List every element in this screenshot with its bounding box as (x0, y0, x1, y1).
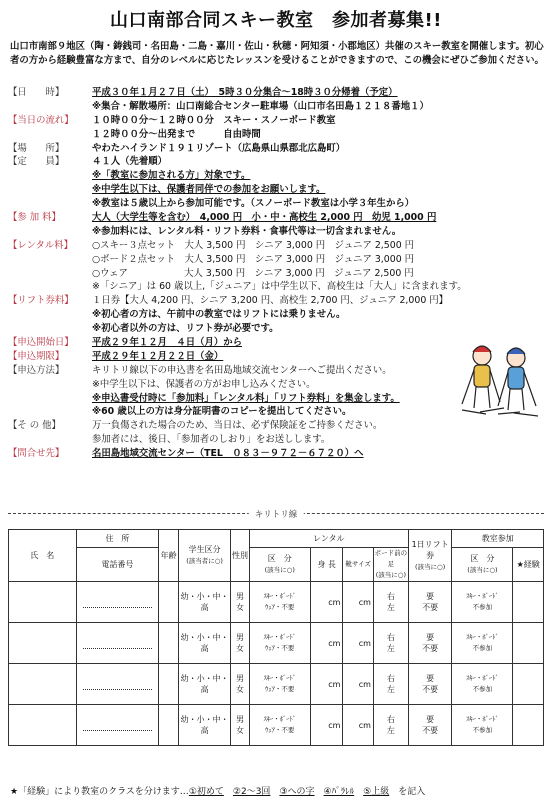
info-value: １０時００分～１２時００分 スキー・スノーボード教室 (92, 114, 336, 126)
info-value: ※中学生以下は、保護者の方がお申し込みください。 (92, 378, 316, 390)
rental-kubun-cell[interactable]: ｽｷｰ・ﾎﾞｰﾄﾞ ｳｪｱ・不要 (249, 664, 310, 705)
info-label (8, 128, 92, 142)
board-header: ボード前の足 (該当に○) (373, 548, 408, 582)
shoe-cell[interactable]: cm (343, 623, 374, 664)
info-label: 【参 加 料】 (8, 212, 61, 224)
address-phone-cell[interactable] (76, 664, 159, 705)
board-foot-cell[interactable]: 右 左 (373, 705, 408, 746)
name-cell[interactable] (9, 705, 77, 746)
info-value: ※申込書受付時に「参加料」「レンタル料」「リフト券料」を集金します。 (92, 392, 400, 404)
info-label: 【場 所】 (8, 142, 65, 154)
info-label (8, 183, 92, 197)
board-foot-cell[interactable]: 右 左 (373, 623, 408, 664)
sex-cell[interactable]: 男 女 (231, 582, 250, 623)
sex-cell[interactable]: 男 女 (231, 623, 250, 664)
shoe-cell[interactable]: cm (343, 705, 374, 746)
info-label: 【申込開始日】 (8, 337, 74, 349)
info-value: ※初心者の方は、午前中の教室ではリフトには乗りません。 (92, 309, 346, 321)
info-label (8, 433, 92, 447)
lift-cell[interactable]: 要 不要 (408, 623, 452, 664)
info-row (8, 267, 548, 281)
experience-cell[interactable] (513, 705, 544, 746)
lift-cell[interactable]: 要 不要 (408, 664, 452, 705)
sex-cell[interactable]: 男 女 (231, 705, 250, 746)
address-phone-cell[interactable] (76, 582, 159, 623)
form-entry-row (9, 705, 544, 746)
sex-cell[interactable]: 男 女 (231, 664, 250, 705)
info-value: ○ボード２点セット 大人 3,500 円 シニア 3,000 円 ジュニア 3,000 円 (92, 253, 415, 265)
grade-header: 学生区分 (該当者に○) (178, 530, 230, 582)
rental-header: レンタル (249, 530, 408, 548)
info-value: ※集合・解散場所：山口南総合センター駐車場（山口市名田島１２１８番地１） (92, 100, 429, 112)
info-label: 【そ の 他】 (8, 420, 61, 432)
info-row (8, 155, 548, 169)
info-label: 【申込方法】 (8, 364, 65, 376)
lift-cell[interactable]: 要 不要 (408, 705, 452, 746)
info-row (8, 294, 548, 308)
name-header: 氏 名 (9, 530, 77, 582)
height-cell[interactable]: cm (310, 623, 343, 664)
info-value: 名田島地域交流センター（TEL ０８３－９７２－６７２０）へ (92, 448, 364, 460)
info-label (8, 308, 92, 322)
info-value: 万一負傷された場合のため、当日は、必ず保険証をご持参ください。 (92, 420, 383, 432)
form-entry-row (9, 664, 544, 705)
page-title: 山口南部合同スキー教室 参加者募集!! (110, 10, 442, 31)
cut-line-label: キリトリ線 (249, 508, 304, 520)
info-label (8, 280, 92, 294)
info-value: やわたハイランド１９１リゾート（広島県山県郡北広島町） (92, 142, 346, 154)
grade-cell[interactable]: 幼・小・中・高 (178, 705, 230, 746)
info-row (8, 280, 548, 294)
class-header: 教室参加 (452, 530, 544, 548)
info-label (8, 392, 92, 406)
address-phone-cell[interactable] (76, 623, 159, 664)
info-row (8, 183, 548, 197)
rental-kubun-cell[interactable]: ｽｷｰ・ﾎﾞｰﾄﾞ ｳｪｱ・不要 (249, 705, 310, 746)
age-cell[interactable] (159, 705, 179, 746)
info-row (8, 211, 548, 225)
form-entry-row (9, 623, 544, 664)
info-row (8, 253, 548, 267)
age-cell[interactable] (159, 664, 179, 705)
board-foot-cell[interactable]: 右 左 (373, 664, 408, 705)
info-value: ４１人（先着順） (92, 156, 168, 168)
info-label: 【レンタル料】 (8, 239, 74, 251)
info-label: 【定 員】 (8, 156, 65, 168)
grade-cell[interactable]: 幼・小・中・高 (178, 623, 230, 664)
skiing-children-illustration (452, 336, 544, 422)
rental-kubun-cell[interactable]: ｽｷｰ・ﾎﾞｰﾄﾞ ｳｪｱ・不要 (249, 582, 310, 623)
name-cell[interactable] (9, 664, 77, 705)
info-label: 【日 時】 (8, 87, 65, 98)
info-value: ※「シニア」は 60 歳以上,「ジュニア」は中学生以下、高校生は「大人」に含まれます。 (92, 281, 467, 293)
info-value: キリトリ線以下の申込書を名田島地域交流センターへご提出ください。 (92, 364, 392, 376)
footer-note: ★「経験」により教室のクラスを分けます…①初めて ②2～3回 ③への字 ④ﾊﾟﾗﾚﾙ ⑤上級 を記入 (10, 787, 426, 797)
info-row (8, 86, 548, 100)
info-label (8, 197, 92, 211)
info-label (8, 253, 92, 267)
info-label (8, 100, 92, 114)
age-header: 年齢 (159, 530, 179, 582)
info-row (8, 100, 548, 114)
info-label: 【問合せ先】 (8, 448, 65, 460)
experience-cell[interactable] (513, 664, 544, 705)
cut-line (8, 510, 544, 523)
info-row (8, 128, 548, 142)
address-phone-cell[interactable] (76, 705, 159, 746)
info-label (8, 322, 92, 336)
age-cell[interactable] (159, 582, 179, 623)
info-row (8, 322, 548, 336)
info-value: 平成３０年１月２７日（土） 5時３０分集合～18時３０分帰着（予定） (92, 87, 398, 98)
grade-cell[interactable]: 幼・小・中・高 (178, 582, 230, 623)
height-cell[interactable]: cm (310, 582, 343, 623)
class-kubun-cell[interactable]: ｽｷｰ・ﾎﾞｰﾄﾞ 不参加 (452, 664, 513, 705)
experience-header: ★経験 (513, 548, 544, 582)
info-label (8, 169, 92, 183)
application-form (8, 529, 544, 746)
address-header: 住 所 (76, 530, 159, 548)
info-label: 【当日の流れ】 (8, 114, 74, 126)
info-label: 【リフト券料】 (8, 295, 74, 307)
lift-header: 1日リフト券 (該当に○) (408, 530, 452, 582)
height-cell[interactable]: cm (310, 664, 343, 705)
info-row (8, 142, 548, 156)
height-cell[interactable]: cm (310, 705, 343, 746)
class-kubun-cell[interactable]: ｽｷｰ・ﾎﾞｰﾄﾞ 不参加 (452, 582, 513, 623)
info-label (8, 225, 92, 239)
name-cell[interactable] (9, 623, 77, 664)
sex-header: 性別 (231, 530, 250, 582)
info-value: ○スキー３点セット 大人 3,500 円 シニア 3,000 円 ジュニア 2,500 円 (92, 239, 415, 251)
shoe-header: 靴サイズ (343, 548, 374, 582)
info-label (8, 378, 92, 392)
info-row (8, 308, 548, 322)
grade-cell[interactable]: 幼・小・中・高 (178, 664, 230, 705)
info-value: 平成２９年１２月 ４日（月）から (92, 337, 243, 349)
info-row (8, 447, 548, 461)
shoe-cell[interactable]: cm (343, 582, 374, 623)
info-row (8, 114, 548, 128)
info-value: 参加者には、後日、「参加者のしおり」をお送しします。 (92, 434, 331, 446)
rental-kubun-cell[interactable]: ｽｷｰ・ﾎﾞｰﾄﾞ ｳｪｱ・不要 (249, 623, 310, 664)
phone-header: 電話番号 (76, 548, 159, 582)
experience-cell[interactable] (513, 623, 544, 664)
info-value: ※中学生以下は、保護者同伴での参加をお願いします。 (92, 184, 326, 196)
info-label: 【申込期限】 (8, 350, 65, 362)
info-row (8, 239, 548, 253)
rental-kubun-header: 区 分 (該当に○) (249, 548, 310, 582)
info-row (8, 169, 548, 183)
intro-text: 山口市南部９地区（陶・鋳銭司・名田島・二島・嘉川・佐山・秋穂・阿知須・小郡地区）共催のスキー教室を開催します。初心者の方から経験豊富な方まで、自分のレベルに応じたレッスンを受けることができますので、この機会にぜひご参加ください。 (10, 41, 544, 66)
shoe-cell[interactable]: cm (343, 664, 374, 705)
info-value: ○ウェア 大人 3,500 円 シニア 3,000 円 ジュニア 2,500 円 (92, 267, 414, 279)
experience-cell[interactable] (513, 582, 544, 623)
info-label (8, 405, 92, 419)
info-row (8, 225, 548, 239)
info-row (8, 433, 548, 447)
info-value: ※60 歳以上の方は身分証明書のコピーを提出してください。 (92, 406, 352, 418)
info-value: １２時００分～出発まで 自由時間 (92, 128, 261, 140)
age-cell[interactable] (159, 623, 179, 664)
info-value: ※参加料には、レンタル料・リフト券料・食事代等は一切含まれません。 (92, 225, 402, 237)
class-kubun-header: 区 分 (該当に○) (452, 548, 513, 582)
class-kubun-cell[interactable]: ｽｷｰ・ﾎﾞｰﾄﾞ 不参加 (452, 705, 513, 746)
info-value: ※教室は５歳以上から参加可能です。（スノーボード教室は小学３年生から） (92, 198, 415, 210)
form-entry-row (9, 582, 544, 623)
info-value: 大人（大学生等を含む） 4,000 円 小・中・高校生 2,000 円 幼児 1,000 円 (92, 212, 437, 224)
info-value: ※初心者以外の方は、リフト券が必要です。 (92, 323, 279, 335)
lift-cell[interactable]: 要 不要 (408, 582, 452, 623)
info-row (8, 197, 548, 211)
info-label (8, 267, 92, 281)
height-header: 身 長 (310, 548, 343, 582)
class-kubun-cell[interactable]: ｽｷｰ・ﾎﾞｰﾄﾞ 不参加 (452, 623, 513, 664)
info-value: １日券【大人 4,200 円、シニア 3,200 円、高校生 2,700 円、ジュニア 2,000 円】 (92, 295, 449, 307)
board-foot-cell[interactable]: 右 左 (373, 582, 408, 623)
info-value: ※「教室に参加される方」対象です。 (92, 170, 251, 182)
name-cell[interactable] (9, 582, 77, 623)
info-value: 平成２９年１２月２２日（金） (92, 350, 224, 362)
